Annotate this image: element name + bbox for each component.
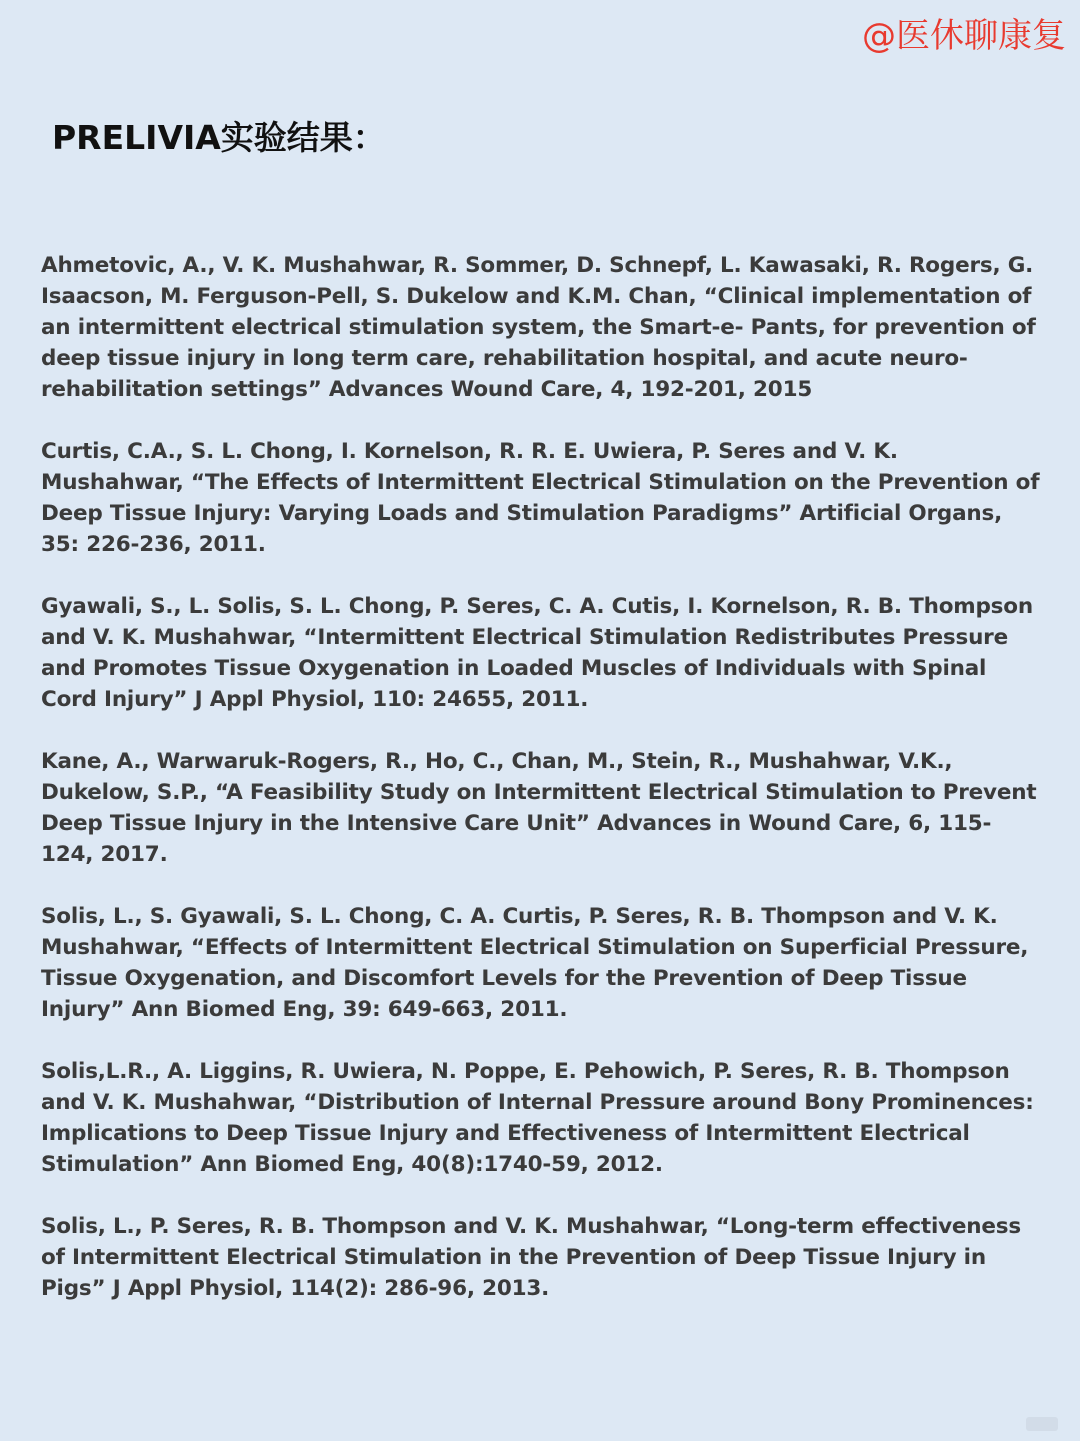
page-title: PRELIVIA实验结果： xyxy=(52,118,386,157)
reference-item: Curtis, C.A., S. L. Chong, I. Kornelson, R. R. E. Uwiera, P. Seres and V. K. Mushahwar, “The Effects of Intermittent Electrical Stimulation on the Prevention of Deep Tissue Injury: Varying Loads and Stimulation Paradigms” Artificial Organs, 35: 226-236, 2011. xyxy=(41,439,1040,557)
reference-item: Solis,L.R., A. Liggins, R. Uwiera, N. Poppe, E. Pehowich, P. Seres, R. B. Thompson and V. K. Mushahwar, “Distribution of Internal Pressure around Bony Prominences: Implications to Deep Tissue Injury and Effectiveness of Intermittent Electrical Stimulation” Ann Biomed Eng, 40(8):1740-59, 2012. xyxy=(41,1059,1034,1177)
watermark: @医休聊康复 xyxy=(862,16,1066,56)
corner-mark xyxy=(1026,1417,1058,1431)
reference-item: Solis, L., S. Gyawali, S. L. Chong, C. A. Curtis, P. Seres, R. B. Thompson and V. K. Mushahwar, “Effects of Intermittent Electrical Stimulation on Superficial Pressure, Tissue Oxygenation, and Discomfort Levels for the Prevention of Deep Tissue Injury” Ann Biomed Eng, 39: 649-663, 2011. xyxy=(41,904,1029,1022)
reference-item: Kane, A., Warwaruk-Rogers, R., Ho, C., Chan, M., Stein, R., Mushahwar, V.K., Dukelow, S.P., “A Feasibility Study on Intermittent Electrical Stimulation to Prevent Deep Tissue Injury in the Intensive Care Unit” Advances in Wound Care, 6, 115-124, 2017. xyxy=(41,749,1037,867)
reference-item: Gyawali, S., L. Solis, S. L. Chong, P. Seres, C. A. Cutis, I. Kornelson, R. B. Thompson and V. K. Mushahwar, “Intermittent Electrical Stimulation Redistributes Pressure and Promotes Tissue Oxygenation in Loaded Muscles of Individuals with Spinal Cord Injury” J Appl Physiol, 110: 24655, 2011. xyxy=(41,594,1033,712)
reference-list xyxy=(41,250,1041,1335)
reference-item: Ahmetovic, A., V. K. Mushahwar, R. Sommer, D. Schnepf, L. Kawasaki, R. Rogers, G. Isaacson, M. Ferguson-Pell, S. Dukelow and K.M. Chan, “Clinical implementation of an intermittent electrical stimulation system, the Smart-e- Pants, for prevention of deep tissue injury in long term care, rehabilitation hospital, and acute neuro-rehabilitation settings” Advances Wound Care, 4, 192-201, 2015 xyxy=(41,253,1036,402)
reference-item: Solis, L., P. Seres, R. B. Thompson and V. K. Mushahwar, “Long-term effectiveness of Intermittent Electrical Stimulation in the Prevention of Deep Tissue Injury in Pigs” J Appl Physiol, 114(2): 286-96, 2013. xyxy=(41,1214,1021,1301)
